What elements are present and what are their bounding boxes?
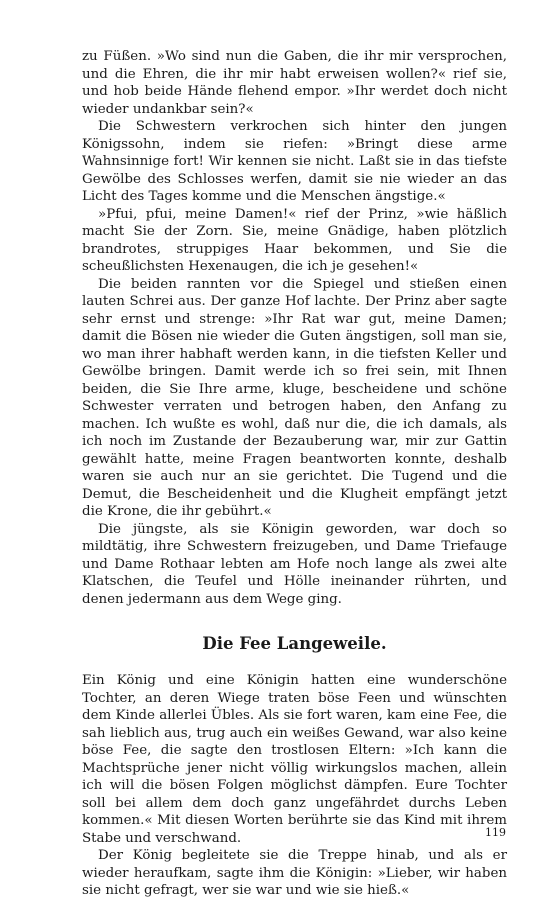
paragraph: Ein König und eine Königin hatten eine wunderschöne Tochter, an deren Wiege traten böse Feen und wünschten dem Kinde allerlei Übles. Als sie fort waren, kam eine Fee, die sah lieblich aus, trug auch ein weißes Gewand, war also keine böse Fee, die sagte den trostlosen Eltern: »Ich kann die Machtsprüche jener nicht völlig wirkungslos machen, allein ich will die bösen Folgen möglichst dämpfen. Eure Tochter soll bei allem dem doch ganz ungefährdet durchs Leben kommen.« Mit diesen Worten berührte sie das Kind mit ihrem Stabe und verschwand. bbox=[82, 673, 507, 846]
paragraph: Die Schwestern verkrochen sich hinter den jungen Königssohn, indem sie riefen: »Bringt diese arme Wahnsinnige fort! Wir kennen sie nicht. Laßt sie in das tiefste Gewölbe des Schlosses werfen, damit sie nie wieder an das Licht des Tages komme und die Menschen ängstige.« bbox=[82, 119, 507, 204]
paragraph: »Pfui, pfui, meine Damen!« rief der Prinz, »wie häßlich macht Sie der Zorn. Sie, meine Gnädige, haben plötzlich brandrotes, struppiges Haar bekommen, und Sie die scheußlichsten Hexenaugen, die ich je gesehen!« bbox=[82, 206, 507, 274]
paragraph: Die beiden rannten vor die Spiegel und stießen einen lauten Schrei aus. Der ganze Hof lachte. Der Prinz aber sagte sehr ernst und strenge: »Ihr Rat war gut, meine Damen; damit die Bösen nie wieder die Guten ängstigen, soll man sie, wo man ihrer habhaft werden kann, in die tiefsten Keller und Gewölbe bringen. Damit werde ich so frei sein, mit Ihnen beiden, die Sie Ihre arme, kluge, bescheidene und schöne Schwester verraten und betrogen haben, den Anfang zu machen. Ich wußte es wohl, daß nur die, die ich damals, als ich noch im Zustande der Bezauberung war, mir zur Gattin gewählt hatte, meine Fragen beantworten konnte, deshalb waren sie auch nur an sie gerichtet. Die Tugend und die Demut, die Bescheidenheit und die Klugheit empfängt jetzt die Krone, die ihr gebührt.« bbox=[82, 276, 507, 519]
paragraph: zu Füßen. »Wo sind nun die Gaben, die ihr mir versprochen, und die Ehren, die ihr mir habt erweisen wollen?« rief sie, und hob beide Hände flehend empor. »Ihr werdet doch nicht wieder undankbar sein?« bbox=[82, 49, 507, 117]
page-body bbox=[82, 48, 507, 900]
paragraph: Der König begleitete sie die Treppe hinab, und als er wieder heraufkam, sagte ihm die Königin: »Lieber, wir haben sie nicht gefragt, wer sie war und wie sie hieß.« bbox=[82, 848, 507, 898]
chapter-title: Die Fee Langeweile. bbox=[202, 634, 387, 653]
paragraph: Die jüngste, als sie Königin geworden, war doch so mildtätig, ihre Schwestern freizugeben, und Dame Triefauge und Dame Rothaar lebten am Hofe noch lange als zwei alte Klatschen, die Teufel und Hölle ineinander rührten, und denen jedermann aus dem Wege ging. bbox=[82, 521, 507, 607]
page-number: 119 bbox=[485, 826, 506, 839]
